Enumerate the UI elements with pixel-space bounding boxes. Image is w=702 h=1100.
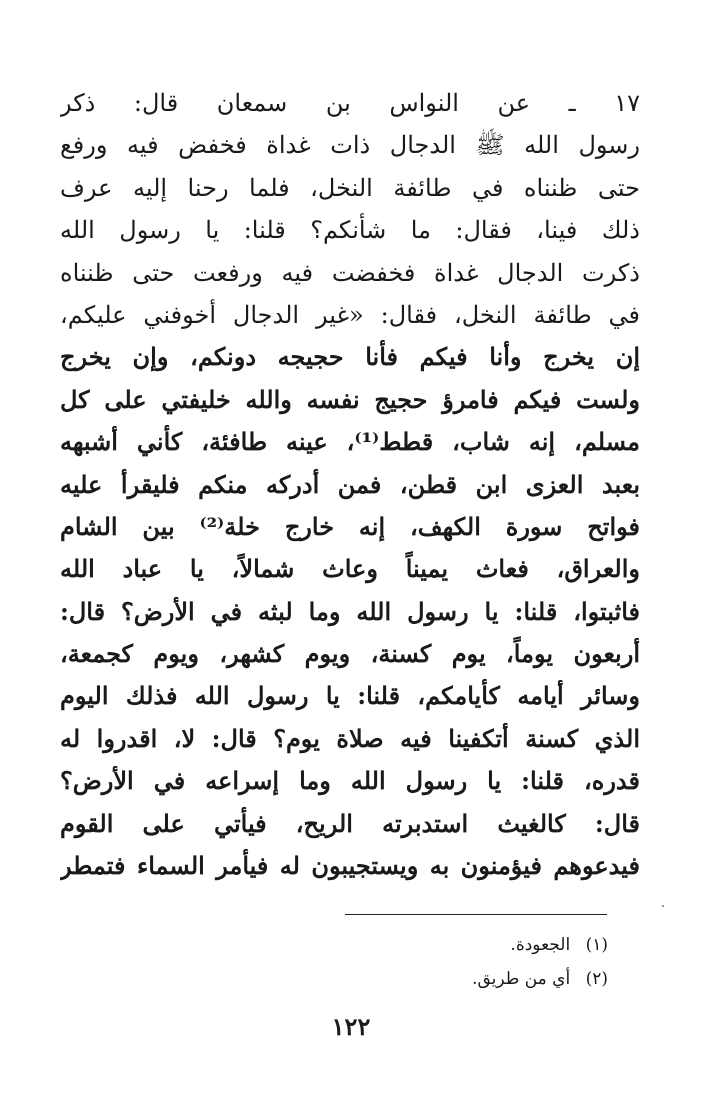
hadith-line: وسائر أيامه كأيامكم، قلنا: يا رسول الله فذلك اليوم [60, 681, 640, 711]
hadith-line: والعراق، فعاث يميناً وعاث شمالاً، يا عباد الله [60, 554, 640, 584]
hadith-line: فاثبتوا، قلنا: يا رسول الله وما لبثه في الأرض؟ قال: [60, 596, 640, 626]
hadith-line: الذي كسنة أتكفينا فيه صلاة يوم؟ قال: لا، اقدروا له [60, 723, 640, 753]
footnote-item [308, 962, 608, 996]
print-speck [662, 905, 664, 907]
hadith-line: ذكرت الدجال غداة فخفضت فيه ورفعت حتى ظنناه [60, 258, 640, 287]
hadith-line: رسول الله ﷺ الدجال ذات غداة فخفض فيه ورفع [60, 131, 640, 160]
hadith-line: حتى ظنناه في طائفة النخل، فلما رحنا إليه عرف [60, 173, 640, 202]
hadith-line: ذلك فينا، فقال: ما شأنكم؟ قلنا: يا رسول الله [60, 216, 640, 245]
hadith-line: فيدعوهم فيؤمنون به ويستجيبون له فيأمر السماء فتمطر [60, 851, 640, 881]
footnote-number: (٢) [585, 969, 608, 989]
hadith-line: ١٧ ـ عن النواس بن سمعان قال: ذكر [60, 89, 640, 117]
footnote-number: (١) [585, 935, 608, 955]
hadith-line: قدره، قلنا: يا رسول الله وما إسراعه في الأرض؟ [60, 766, 640, 796]
footnotes [308, 928, 608, 996]
hadith-text [60, 82, 640, 887]
hadith-line: قال: كالغيث استدبرته الريح، فيأتي على القوم [60, 808, 640, 838]
page-number: ١٢٢ [331, 1012, 371, 1041]
hadith-line: إن يخرج وأنا فيكم فأنا حجيجه دونكم، وإن يخرج [60, 342, 640, 372]
footnote-text: أي من طريق. [472, 969, 571, 989]
footnote-separator [345, 914, 607, 915]
footnote-item [308, 928, 608, 962]
hadith-line: بعبد العزى ابن قطن، فمن أدركه منكم فليقرأ عليه [60, 469, 640, 499]
footnote-text: الجعودة. [510, 935, 571, 955]
hadith-line: فواتح سورة الكهف، إنه خارج خلة⁽²⁾ بين الشام [60, 511, 640, 541]
hadith-line: في طائفة النخل، فقال: «غير الدجال أخوفني عليكم، [60, 300, 640, 329]
hadith-line: ولست فيكم فامرؤ حجيج نفسه والله خليفتي على كل [60, 384, 640, 414]
hadith-line: مسلم، إنه شاب، قطط⁽¹⁾، عينه طافئة، كأني أشبهه [60, 427, 640, 457]
hadith-line: أربعون يوماً، يوم كسنة، ويوم كشهر، ويوم كجمعة، [60, 639, 640, 669]
